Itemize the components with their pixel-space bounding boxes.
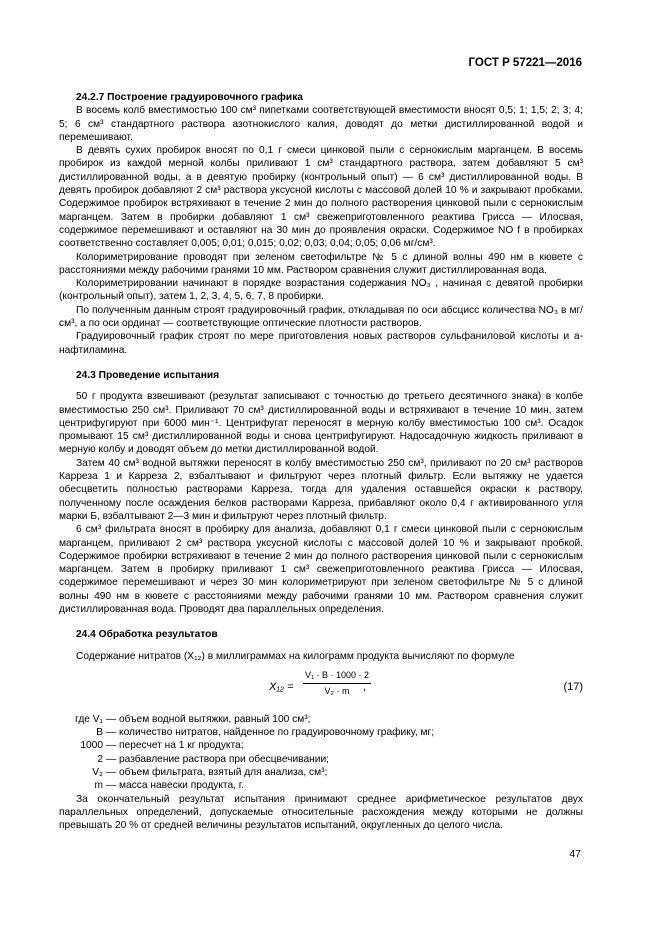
definition-row [59,766,583,779]
definition-row [59,713,583,726]
paragraph: Колориметрировании начинают в порядке возрастания содержания NO₃ , начиная с девятой пробирки (контрольный опыт), затем 1, 2, 3, 4, 5, 6, 7, 8 пробирки. [59,278,583,303]
page-number: 47 [569,848,581,860]
definition-symbol: где V₁ [75,713,103,725]
definition-text: — масса навески продукта, г. [106,780,245,792]
definition-symbol: 1000 [80,740,103,752]
paragraph: Затем 40 см³ водной вытяжки переносят в колбу вместимостью 250 см³, приливают по 20 см³ растворов Карреза 1 и Карреза 2, взбалтывают и фильтруют через плотный фильтр. Если вытяжку не удается обесцветить полностью растворами Карреза, тогда для удаления оставшейся окраски к раствору, полученному после осаждения белков растворами Карреза, прибавляют около 0,4 г активированного угля марки Б, взбалтывают 2—3 мин и фильтруют через плотный фильтр. [59,457,583,522]
definition-text: — объем фильтрата, взятый для анализа, см³; [106,767,328,779]
definition-row [59,753,583,766]
paragraph: В восемь колб вместимостью 100 см³ пипетками соответствующей вместимости вносят 0,5; 1; 1,5; 2; 3; 4; 5; 6 см³ стандартного раствора азотнокислого калия, доводят до метки дистиллированной водой и перемешивают. [59,105,583,143]
section-title-graduation: 24.2.7 Построение градуировочного графика [76,92,303,103]
definition-row [59,739,583,752]
definition-row [59,779,583,792]
standard-number: ГОСТ Р 57221—2016 [468,57,582,69]
paragraph: За окончательный результат испытания принимают среднее арифметическое результатов двух параллельных определений, допускаемые относительные расхождения между которыми не должны превышать 20 % от средней величины результатов испытаний, округленных до целого числа. [59,793,583,832]
definition-symbol: B [96,727,103,739]
definition-symbol: 2 [97,753,103,765]
definition-symbol: m [94,780,103,792]
paragraph: По полученным данным строят градуировочный график, откладывая по оси абсцисс количества NO₃ в мг/см³, а по оси ординат — соответствующие оптические плотности растворов. [59,304,583,330]
definition-symbol: V₂ [92,767,103,779]
paragraph: В девять сухих пробирок вносят по 0,1 г смеси цинковой пыли с сернокислым марганцем. В восемь пробирок из каждой мерной колбы приливают 1 см³ стандартного раствора, затем добавляют 5 см³ дистиллированной воды, а в девятую пробирку (контрольный опыт) — 6 см³ дистиллированной воды. В девять пробирок добавляют 2 см³ раствора уксусной кислоты с массовой долей 10 % и закрывают пробками. Содержимое пробирок встряхивают в течение 2 мин до полного растворения цинковой пыли с сернокислым марганцем. Затем в пробирки добавляют 1 см³ свежеприготовленного реактива Грисса — Илосвая, содержимое перемешивают и оставляют на 30 мин до проявления окраски. Содержимое NO f в пробирках соответственно составляет 0,005; 0,01; 0,015; 0,02; 0,03; 0,04; 0,05; 0,06 мг/см³. [59,145,583,250]
definition-text: — пересчет на 1 кг продукта; [106,740,244,752]
formula-denominator: V₂ · m [324,686,350,697]
formula-comma: , [363,680,367,693]
formula-number: (17) [563,680,583,693]
definition-row [59,726,583,739]
paragraph: Содержание нитратов (X₁₂) в миллиграммах на килограмм продукта вычисляют по формуле [76,650,515,662]
formula-lhs: X₁₂ = [269,680,294,693]
section-title-results: 24.4 Обработка результатов [76,629,218,641]
section-title-testing: 24.3 Проведение испытания [76,369,220,381]
paragraph: 50 г продукта взвешивают (результат записывают с точностью до третьего десятичного знака) в колбе вместимостью 250 см³. Приливают 70 см³ дистиллированной воды и встряхивают в течение 10 мин, затем центрифугируют при 6000 мин⁻¹. Центрифугат переносят в мерную колбу вместимостью 100 см³. Осадок промывают 15 см³ дистиллированной воды и снова центрифугируют. Надосадочную жидкость приливают в мерную колбу и доводят объем до метки дистиллированной водой. [59,391,583,456]
paragraph: 6 см³ фильтрата вносят в пробирку для анализа, добавляют 0,1 г смеси цинковой пыли с сернокислым марганцем, приливают 2 см³ раствора уксусной кислоты с массовой долей 10 % и закрывают пробкой. Содержимое пробирки встряхивают в течение 2 мин до полного растворения цинковой пыли с сернокислым марганцем. Затем в пробирку приливают 1 см³ свежеприготовленного реактива Грисса — Илосвая, содержимое перемешивают и через 30 мин колориметрируют при зеленом светофильтре № 5 с длиной волны 490 нм в кювете с расстояниями между рабочими гранями 10 мм. Раствором сравнения служит дистиллированная вода. Проводят два параллельных определения. [59,524,583,615]
symbol-definitions [59,713,583,793]
paragraph: Градуировочный график строят по мере приготовления новых растворов сульфаниловой кислоты и а-нафтиламина. [59,331,583,356]
formula-numerator: V₁ · B · 1000 · 2 [303,669,371,684]
paragraph: Колориметрирование проводят при зеленом светофильтре № 5 с длиной волны 490 нм в кювете с расстояниями между рабочими гранями 10 мм. Раствором сравнения служит дистиллированная вода. [59,251,583,276]
definition-text: — объем водной вытяжки, равный 100 см³; [106,713,311,725]
definition-text: — разбавление раствора при обесцвечивании; [106,753,329,765]
formula-17 [59,669,583,705]
definition-text: — количество нитратов, найденное по градуировочному графику, мг; [106,727,435,739]
document-body [59,91,583,833]
formula-fraction [303,669,371,699]
